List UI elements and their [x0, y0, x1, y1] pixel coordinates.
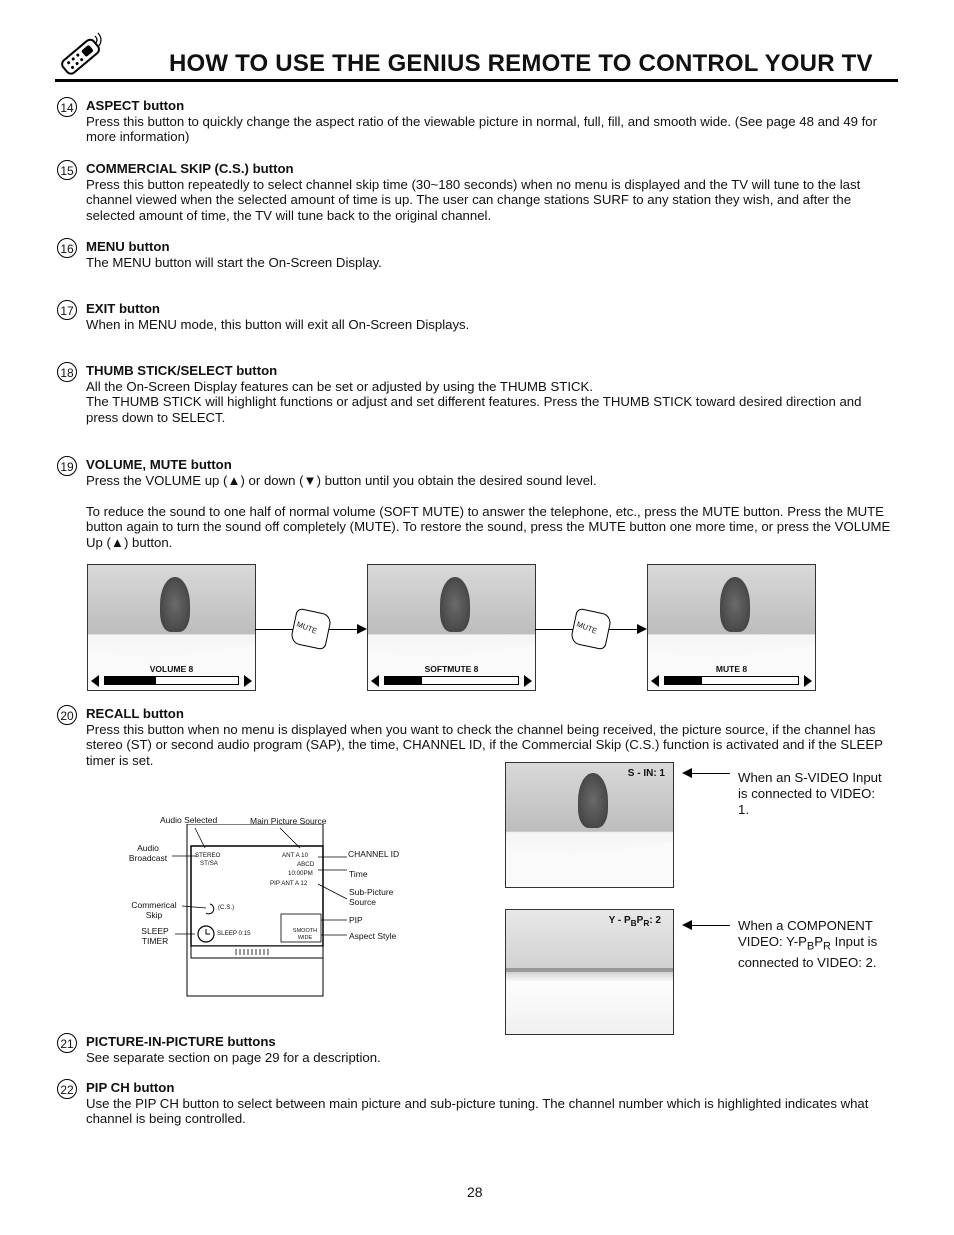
osd-st-sa: ST/SA — [200, 860, 218, 867]
volume-label: SOFTMUTE 8 — [424, 664, 479, 674]
label-channel-id: CHANNEL ID — [348, 849, 400, 859]
page-title: HOW TO USE THE GENIUS REMOTE TO CONTROL YOUR TV — [169, 50, 873, 77]
label-pip: PIP — [349, 915, 363, 925]
arrow-line — [328, 629, 360, 630]
tree-image — [578, 773, 608, 828]
right-arrow-icon — [524, 675, 532, 687]
volume-label: MUTE 8 — [715, 664, 748, 674]
section-heading: COMMERCIAL SKIP (C.S.) button — [86, 161, 294, 176]
osd-channel-id: ABCD — [297, 861, 315, 868]
volume-bar — [368, 664, 535, 690]
arrow-right-icon — [637, 624, 647, 634]
input-label-end: : 2 — [649, 915, 661, 926]
bar-fill — [105, 677, 156, 684]
section-recall — [86, 706, 896, 768]
section-body: Press this button to quickly change the aspect ratio of the viewable picture in normal, full, fill, and smooth wide. (See page 48 and 49 for more information) — [86, 113, 877, 145]
section-number: 22 — [57, 1079, 77, 1099]
osd-stereo: STEREO — [195, 852, 221, 859]
osd-sleep: SLEEP 0:15 — [217, 930, 251, 937]
section-body: Press this button when no menu is displayed when you want to check the channel being received, the picture source, if the channel has stereo (ST) or second audio program (SAP), the time, CHANNEL ID, if the Commercial Skip (C.S.) function is activated and if the SLEEP timer is set. — [86, 721, 883, 768]
osd-time: 10:00PM — [288, 870, 313, 877]
section-menu — [86, 239, 896, 270]
volume-label: VOLUME 8 — [149, 664, 194, 674]
section-heading: THUMB STICK/SELECT button — [86, 363, 278, 378]
section-body: The THUMB STICK will highlight functions or adjust and set different features. Press the THUMB STICK toward desired direction and press down to SELECT. — [86, 394, 862, 425]
arrow-line — [690, 773, 730, 774]
section-body: To reduce the sound to one half of normal volume (SOFT MUTE) to answer the telephone, etc., press the MUTE button. Press the MUTE button again to turn the sound off completely (MUTE). To restore the sound, press the MUTE button one more time, or press the VOLUME Up (▲) button. — [86, 503, 891, 550]
section-exit — [86, 301, 896, 332]
osd-cs: (C.S.) — [218, 904, 235, 911]
label-audio-broadcast: Audio Broadcast — [128, 843, 168, 863]
section-number: 19 — [57, 456, 77, 476]
left-arrow-icon — [91, 675, 99, 687]
section-aspect — [86, 98, 896, 145]
section-number: 18 — [57, 362, 77, 382]
component-note-sub: R — [823, 940, 831, 953]
section-heading: ASPECT button — [86, 98, 185, 113]
tree-image — [160, 577, 190, 632]
page-number: 28 — [467, 1184, 483, 1200]
section-body: All the On-Screen Display features can be set or adjusted by using the THUMB STICK. — [86, 378, 593, 394]
section-commercial-skip — [86, 161, 896, 223]
input-label-sub: B — [630, 918, 637, 928]
mute-screen — [647, 564, 816, 691]
label-sub-picture-source: Sub-Picture Source — [349, 887, 394, 907]
section-number: 14 — [57, 97, 77, 117]
tree-image — [720, 577, 750, 632]
section-heading: PIP CH button — [86, 1080, 175, 1095]
recall-diagram-lines — [150, 824, 360, 999]
label-aspect-style: Aspect Style — [349, 931, 397, 941]
section-body: Use the PIP CH button to select between main picture and sub-picture tuning. The channel number which is highlighted indicates what channel is being controlled. — [86, 1095, 869, 1127]
osd-smooth: SMOOTH — [292, 928, 318, 934]
right-arrow-icon — [804, 675, 812, 687]
input-label — [609, 915, 661, 928]
horizon-image — [506, 968, 673, 972]
bar-fill — [665, 677, 702, 684]
mute-label: MUTE — [575, 619, 599, 636]
section-volume-mute — [86, 457, 896, 551]
bar-track — [384, 676, 519, 685]
input-label: S - IN: 1 — [627, 768, 665, 779]
title-rule — [55, 79, 898, 82]
section-body: Press this button repeatedly to select channel skip time (30~180 seconds) when no menu is displayed and the TV will tune to the last channel viewed when the selected amount of time is up. The user can change stations SURF to any station they wish, and after the selected amount of time, the TV will tune back to the original channel. — [86, 176, 861, 223]
component-note-mid: P — [814, 934, 824, 949]
label-main-picture-source: Main Picture Source — [250, 816, 327, 826]
bar-fill — [385, 677, 422, 684]
right-arrow-icon — [244, 675, 252, 687]
section-thumb-stick — [86, 363, 896, 425]
section-body: See separate section on page 29 for a description. — [86, 1049, 381, 1065]
mute-button-icon — [570, 608, 613, 651]
input-label-mid: P — [636, 915, 644, 926]
section-pip — [86, 1034, 896, 1065]
section-number: 17 — [57, 300, 77, 320]
bar-track — [104, 676, 239, 685]
volume-bar — [88, 664, 255, 690]
volume-bar — [648, 664, 815, 690]
mute-button-icon — [290, 608, 333, 651]
mute-label: MUTE — [295, 619, 319, 636]
snow-image — [506, 831, 673, 887]
bar-track — [664, 676, 799, 685]
volume-screen — [87, 564, 256, 691]
osd-wide: WIDE — [297, 935, 313, 941]
section-heading: MENU button — [86, 239, 170, 254]
section-number: 15 — [57, 160, 77, 180]
svideo-note: When an S-VIDEO Input is connected to VIDEO: 1. — [738, 770, 882, 817]
component-screen — [505, 909, 674, 1035]
section-number: 20 — [57, 705, 77, 725]
tree-image — [440, 577, 470, 632]
component-note-sub: B — [806, 940, 815, 953]
section-heading: EXIT button — [86, 301, 160, 316]
component-note-b: Input is connected to VIDEO: 2. — [738, 934, 878, 970]
osd-pip-ant: PIP ANT A 12 — [270, 880, 308, 887]
component-note-a: When a COMPONENT VIDEO: Y-P — [738, 918, 873, 949]
input-label-sub: R — [643, 918, 650, 928]
softmute-screen — [367, 564, 536, 691]
section-number: 16 — [57, 238, 77, 258]
section-body: When in MENU mode, this button will exit all On-Screen Displays. — [86, 316, 470, 332]
arrow-line — [608, 629, 640, 630]
left-arrow-icon — [651, 675, 659, 687]
section-body-spacer — [86, 488, 896, 504]
svideo-screen — [505, 762, 674, 888]
section-heading: RECALL button — [86, 706, 184, 721]
label-sleep-timer: SLEEP TIMER — [141, 926, 169, 946]
component-note — [738, 918, 898, 971]
label-audio-selected: Audio Selected — [160, 815, 218, 825]
section-pip-ch — [86, 1080, 896, 1127]
input-label-main: Y - P — [608, 915, 631, 926]
label-commercial-skip: Commerical Skip — [131, 900, 177, 920]
section-number: 21 — [57, 1033, 77, 1053]
left-arrow-icon — [371, 675, 379, 687]
section-heading: VOLUME, MUTE button — [86, 457, 232, 472]
osd-ant: ANT A 10 — [282, 852, 309, 859]
arrow-line — [690, 925, 730, 926]
remote-control-icon — [55, 28, 107, 78]
section-heading: PICTURE-IN-PICTURE buttons — [86, 1034, 276, 1049]
section-body: Press the VOLUME up (▲) or down (▼) button until you obtain the desired sound level. — [86, 472, 597, 488]
label-time: Time — [349, 869, 368, 879]
section-body: The MENU button will start the On-Screen Display. — [86, 254, 382, 270]
